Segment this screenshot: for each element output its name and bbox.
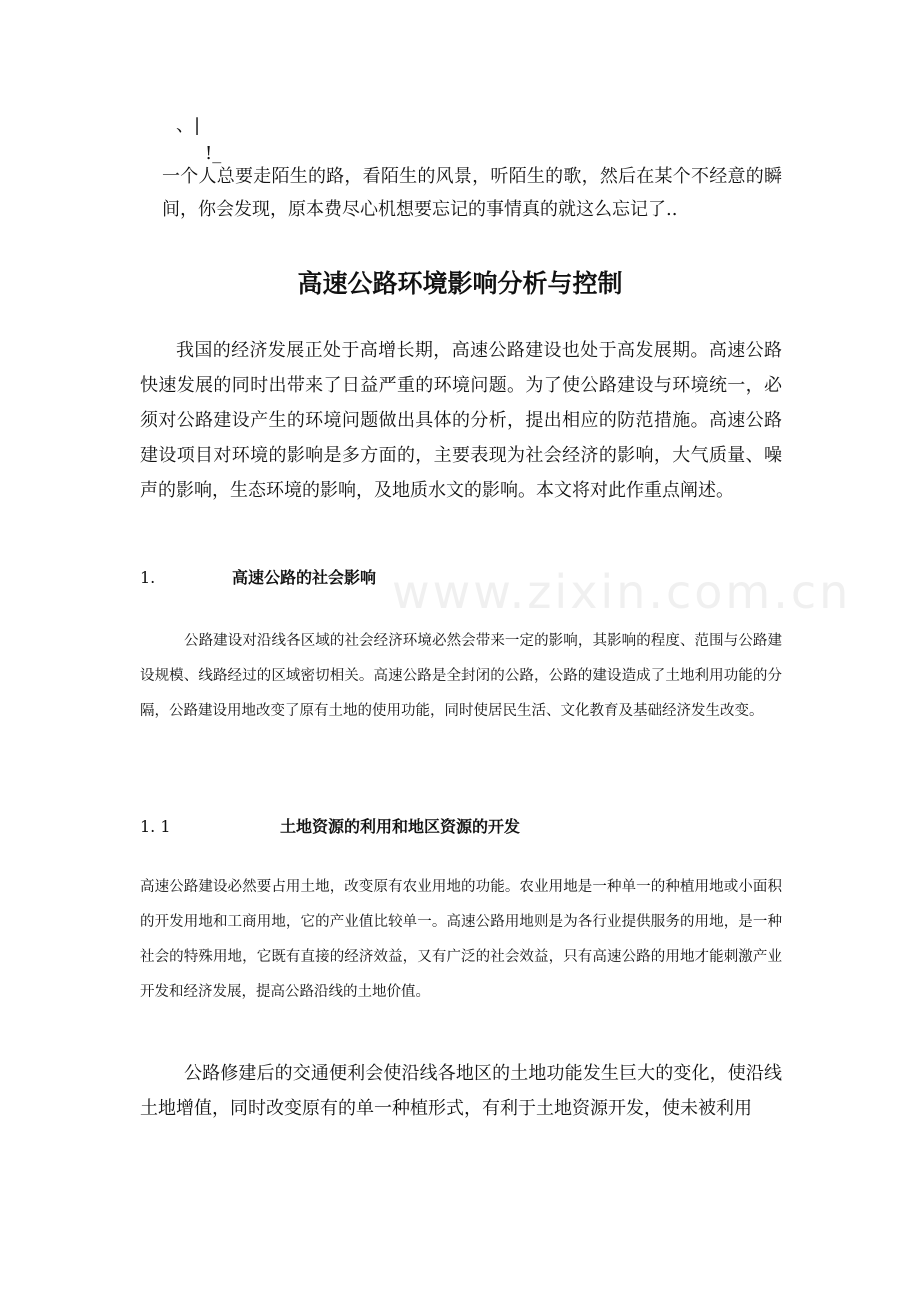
heading-section-1-1-text: 土地资源的利用和地区资源的开发: [280, 817, 521, 836]
stray-mark-1: 、|: [176, 115, 201, 136]
watermark: www.zixin.com.cn: [392, 565, 852, 619]
heading-section-1-1-number: 1. 1: [140, 817, 171, 836]
paragraph-traffic-convenience: 公路修建后的交通便利会使沿线各地区的土地功能发生巨大的变化，使沿线土地增值，同时改变原有的单一种植形式，有利于土地资源开发，使未被利用: [140, 1063, 782, 1119]
stray-mark-2: !_: [205, 143, 222, 164]
document-title: 高速公路环境影响分析与控制: [297, 269, 623, 298]
heading-section-1-number: 1.: [140, 568, 156, 587]
heading-section-1-text: 高速公路的社会影响: [232, 568, 377, 587]
paragraph-social-impact: 公路建设对沿线各区域的社会经济环境必然会带来一定的影响，其影响的程度、范围与公路建设规模、线路经过的区域密切相关。高速公路是全封闭的公路，公路的建设造成了土地利用功能的分隔，公路建设用地改变了原有土地的使用功能，同时使居民生活、文化教育及基础经济发生改变。: [140, 633, 782, 719]
paragraph-land-use: 高速公路建设必然要占用土地，改变原有农业用地的功能。农业用地是一种单一的种植用地或小面积的开发用地和工商用地，它的产业值比较单一。高速公路用地则是为各行业提供服务的用地，是一种社会的特殊用地，它既有直接的经济效益，又有广泛的社会效益，只有高速公路的用地才能刺激产业开发和经济发展，提高公路沿线的土地价值。: [140, 879, 782, 1000]
paragraph-overview: 我国的经济发展正处于高增长期，高速公路建设也处于高发展期。高速公路快速发展的同时出带来了日益严重的环境问题。为了使公路建设与环境统一，必须对公路建设产生的环境问题做出具体的分析，提出相应的防范措施。高速公路建设项目对环境的影响是多方面的，主要表现为社会经济的影响，大气质量、噪声的影响，生态环境的影响，及地质水文的影响。本文将对此作重点阐述。: [140, 340, 782, 501]
intro-paragraph: 一个人总要走陌生的路，看陌生的风景，听陌生的歌，然后在某个不经意的瞬间，你会发现，原本费尽心机想要忘记的事情真的就这么忘记了..: [162, 166, 782, 220]
